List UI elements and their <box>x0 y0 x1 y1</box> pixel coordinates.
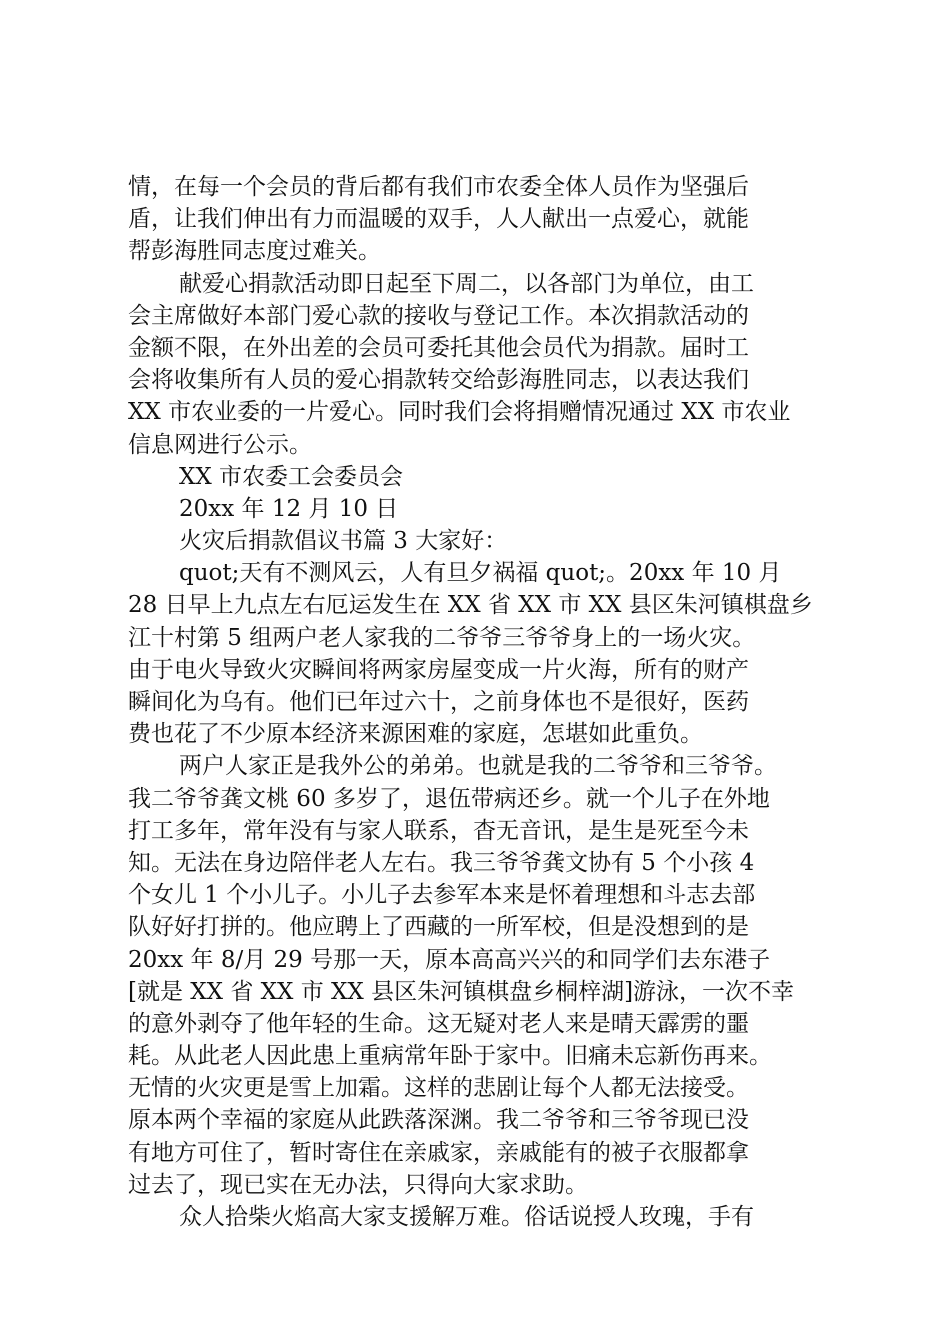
text-line: 费也花了不少原本经济来源困难的家庭，怎堪如此重负。 <box>128 721 703 748</box>
text-line: 献爱心捐款活动即日起至下周二，以各部门为单位，由工 <box>179 270 754 297</box>
text-line: quot;天有不测风云，人有旦夕祸福 quot;。20xx 年 10 月 <box>179 560 782 587</box>
signature-date: 20xx 年 12 月 10 日 <box>179 495 399 522</box>
text-line: 盾，让我们伸出有力而温暖的双手，人人献出一点爱心，就能 <box>128 206 749 233</box>
text-line: 两户人家正是我外公的弟弟。也就是我的二爷爷和三爷爷。 <box>179 753 777 780</box>
text-line: 的意外剥夺了他年轻的生命。这无疑对老人来是晴天霹雳的噩 <box>128 1010 749 1037</box>
text-line: 原本两个幸福的家庭从此跌落深渊。我二爷爷和三爷爷现已没 <box>128 1107 749 1134</box>
text-line: 有地方可住了，暂时寄住在亲戚家，亲戚能有的被子衣服都拿 <box>128 1139 749 1166</box>
text-line: 20xx 年 8/月 29 号那一天，原本高高兴兴的和同学们去东港子 <box>128 946 771 973</box>
text-line: XX 市农业委的一片爱心。同时我们会将捐赠情况通过 XX 市农业 <box>128 399 791 426</box>
text-line: 众人拾柴火焰高大家支援解万难。俗话说授人玫瑰，手有 <box>179 1204 754 1230</box>
text-line: 知。无法在身边陪伴老人左右。我三爷爷龚文协有 5 个小孩 4 <box>128 849 755 876</box>
document-page <box>128 171 838 1233</box>
text-line: 金额不限，在外出差的会员可委托其他会员代为捐款。届时工 <box>128 334 749 361</box>
text-line: 队好好打拼的。他应聘上了西藏的一所军校，但是没想到的是 <box>128 914 749 941</box>
text-line: 会主席做好本部门爱心款的接收与登记工作。本次捐款活动的 <box>128 302 749 329</box>
text-line: 信息网进行公示。 <box>128 431 312 458</box>
signature-organization: XX 市农委工会委员会 <box>179 463 404 490</box>
text-line: 我二爷爷龚文桃 60 多岁了，退伍带病还乡。就一个儿子在外地 <box>128 785 770 812</box>
text-line: 无情的火灾更是雪上加霜。这样的悲剧让每个人都无法接受。 <box>128 1075 749 1102</box>
text-line: [就是 XX 省 XX 市 XX 县区朱河镇棋盘乡桐梓湖]游泳，一次不幸 <box>128 978 795 1005</box>
text-line: 瞬间化为乌有。他们已年过六十，之前身体也不是很好，医药 <box>128 689 749 715</box>
section-heading: 火灾后捐款倡议书篇 3 大家好： <box>179 528 508 555</box>
text-line: 帮彭海胜同志度过难关。 <box>128 238 381 265</box>
text-line: 过去了，现已实在无办法，只得向大家求助。 <box>128 1171 588 1198</box>
text-line: 会将收集所有人员的爱心捐款转交给彭海胜同志，以表达我们 <box>128 367 749 394</box>
text-line: 江十村第 5 组两户老人家我的二爷爷三爷爷身上的一场火灾。 <box>128 624 756 651</box>
text-line: 耗。从此老人因此患上重病常年卧于家中。旧痛未忘新伤再来。 <box>128 1043 772 1070</box>
text-line: 28 日早上九点左右厄运发生在 XX 省 XX 市 XX 县区朱河镇棋盘乡 <box>128 592 813 619</box>
text-line: 情，在每一个会员的背后都有我们市农委全体人员作为坚强后 <box>128 174 749 200</box>
text-line: 打工多年，常年没有与家人联系，杳无音讯，是生是死至今未 <box>128 817 749 844</box>
text-line: 由于电火导致火灾瞬间将两家房屋变成一片火海，所有的财产 <box>128 656 749 683</box>
text-line: 个女儿 1 个小儿子。小儿子去参军本来是怀着理想和斗志去部 <box>128 882 756 909</box>
